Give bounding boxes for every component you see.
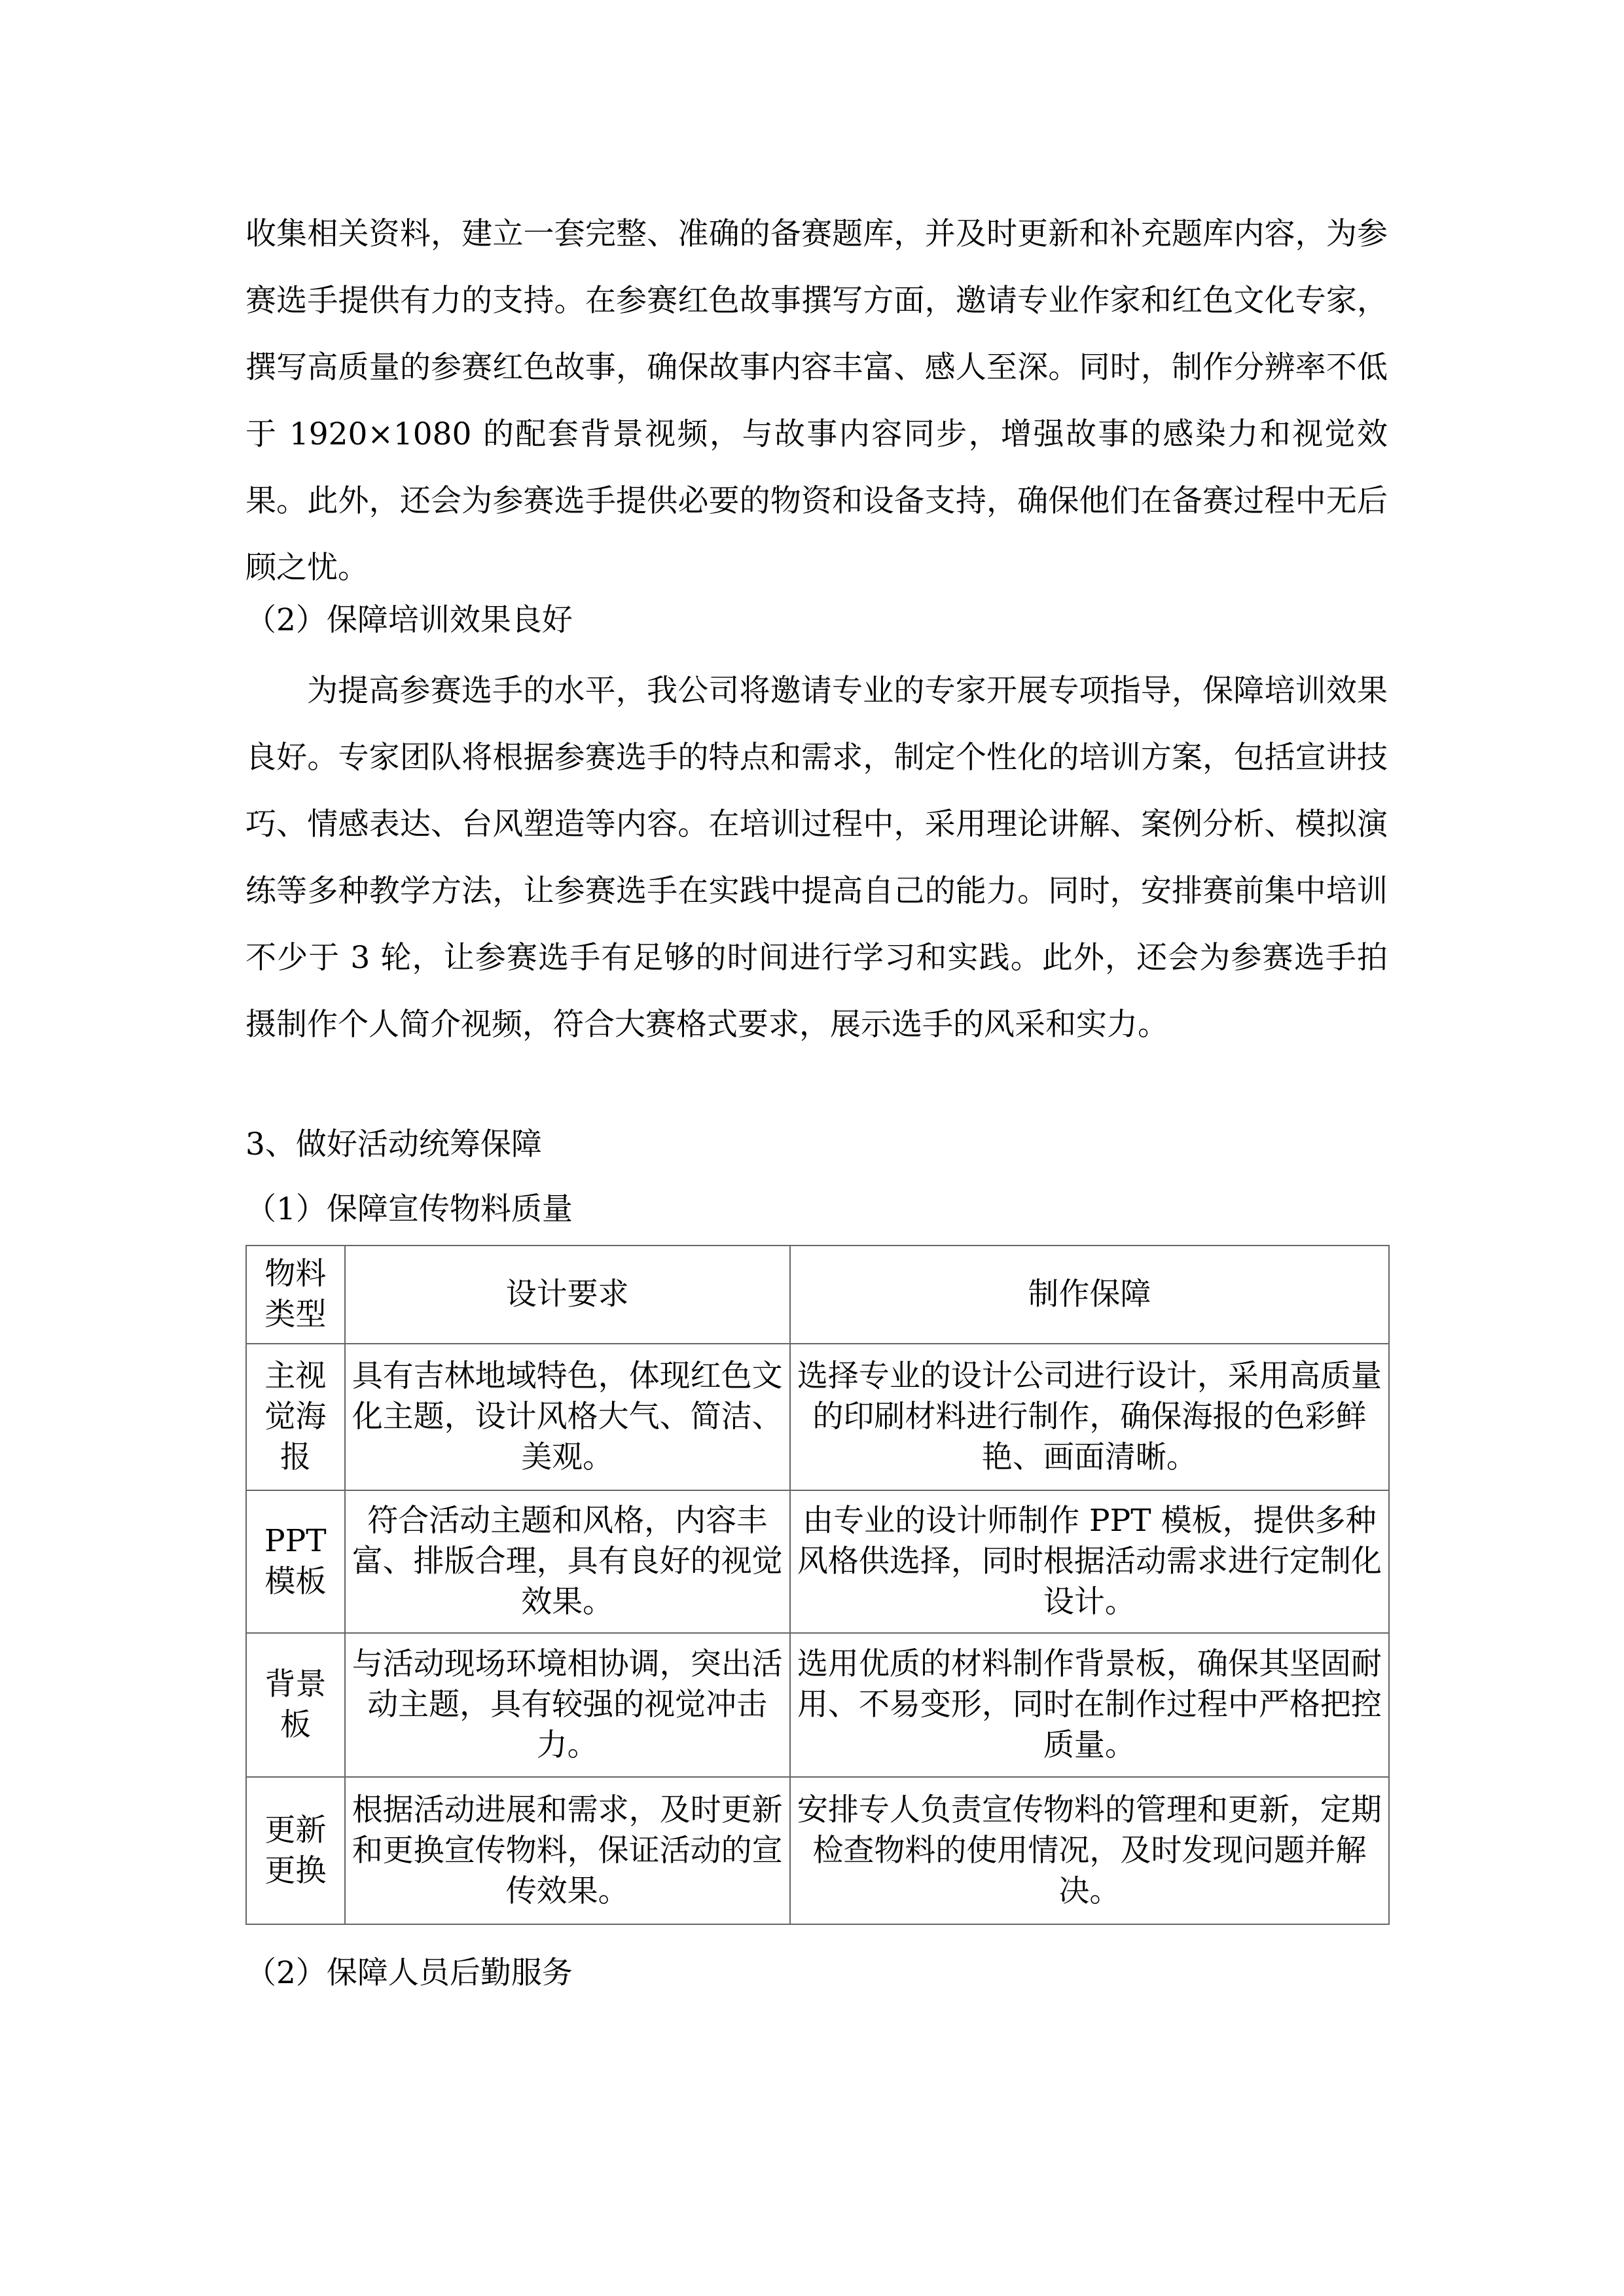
heading-section-3: 3、做好活动统筹保障 [245, 1126, 542, 1162]
header-production-guarantee: 制作保障 [790, 1246, 1389, 1344]
table-row [246, 1633, 1389, 1777]
heading-logistics-service: （2）保障人员后勤服务 [245, 1955, 573, 1991]
table-row [246, 1344, 1389, 1490]
cell-material-type: PPT 模板 [246, 1490, 345, 1633]
cell-production: 安排专人负责宣传物料的管理和更新，定期检查物料的使用情况，及时发现问题并解决。 [790, 1777, 1389, 1924]
cell-design: 符合活动主题和风格，内容丰富、排版合理，具有良好的视觉效果。 [345, 1490, 790, 1633]
table-row [246, 1777, 1389, 1924]
heading-materials-quality: （1）保障宣传物料质量 [245, 1191, 573, 1227]
table-row [246, 1490, 1389, 1633]
paragraph-question-bank: 收集相关资料，建立一套完整、准确的备赛题库，并及时更新和补充题库内容，为参赛选手提供有力的支持。在参赛红色故事撰写方面，邀请专业作家和红色文化专家，撰写高质量的参赛红色故事，确保故事内容丰富、感人至深。同时，制作分辨率不低于 1920×1080 的配套背景视频，与故事内容同步，增强故事的感染力和视觉效果。此外，还会为参赛选手提供必要的物资和设备支持，确保他们在备赛过程中无后顾之忧。 [245, 216, 1388, 586]
cell-design: 与活动现场环境相协调，突出活动主题，具有较强的视觉冲击力。 [345, 1633, 790, 1777]
cell-design: 根据活动进展和需求，及时更新和更换宣传物料，保证活动的宣传效果。 [345, 1777, 790, 1924]
paragraph-training: 为提高参赛选手的水平，我公司将邀请专业的专家开展专项指导，保障培训效果良好。专家团队将根据参赛选手的特点和需求，制定个性化的培训方案，包括宣讲技巧、情感表达、台风塑造等内容。在培训过程中，采用理论讲解、案例分析、模拟演练等多种教学方法，让参赛选手在实践中提高自己的能力。同时，安排赛前集中培训不少于 3 轮，让参赛选手有足够的时间进行学习和实践。此外，还会为参赛选手拍摄制作个人简介视频，符合大赛格式要求，展示选手的风采和实力。 [245, 673, 1388, 1043]
cell-material-type: 背景板 [246, 1633, 345, 1777]
cell-production: 选择专业的设计公司进行设计，采用高质量的印刷材料进行制作，确保海报的色彩鲜艳、画面清晰。 [790, 1344, 1389, 1490]
header-material-type: 物料类型 [246, 1246, 345, 1344]
cell-material-type: 更新更换 [246, 1777, 345, 1924]
materials-table [245, 1245, 1390, 1925]
header-design-requirements: 设计要求 [345, 1246, 790, 1344]
table-header-row [246, 1246, 1389, 1344]
cell-design: 具有吉林地域特色，体现红色文化主题，设计风格大气、简洁、美观。 [345, 1344, 790, 1490]
cell-production: 由专业的设计师制作 PPT 模板，提供多种风格供选择，同时根据活动需求进行定制化设计。 [790, 1490, 1389, 1633]
cell-production: 选用优质的材料制作背景板，确保其坚固耐用、不易变形，同时在制作过程中严格把控质量。 [790, 1633, 1389, 1777]
cell-material-type: 主视觉海报 [246, 1344, 345, 1490]
heading-training-effect: （2）保障培训效果良好 [245, 602, 573, 638]
